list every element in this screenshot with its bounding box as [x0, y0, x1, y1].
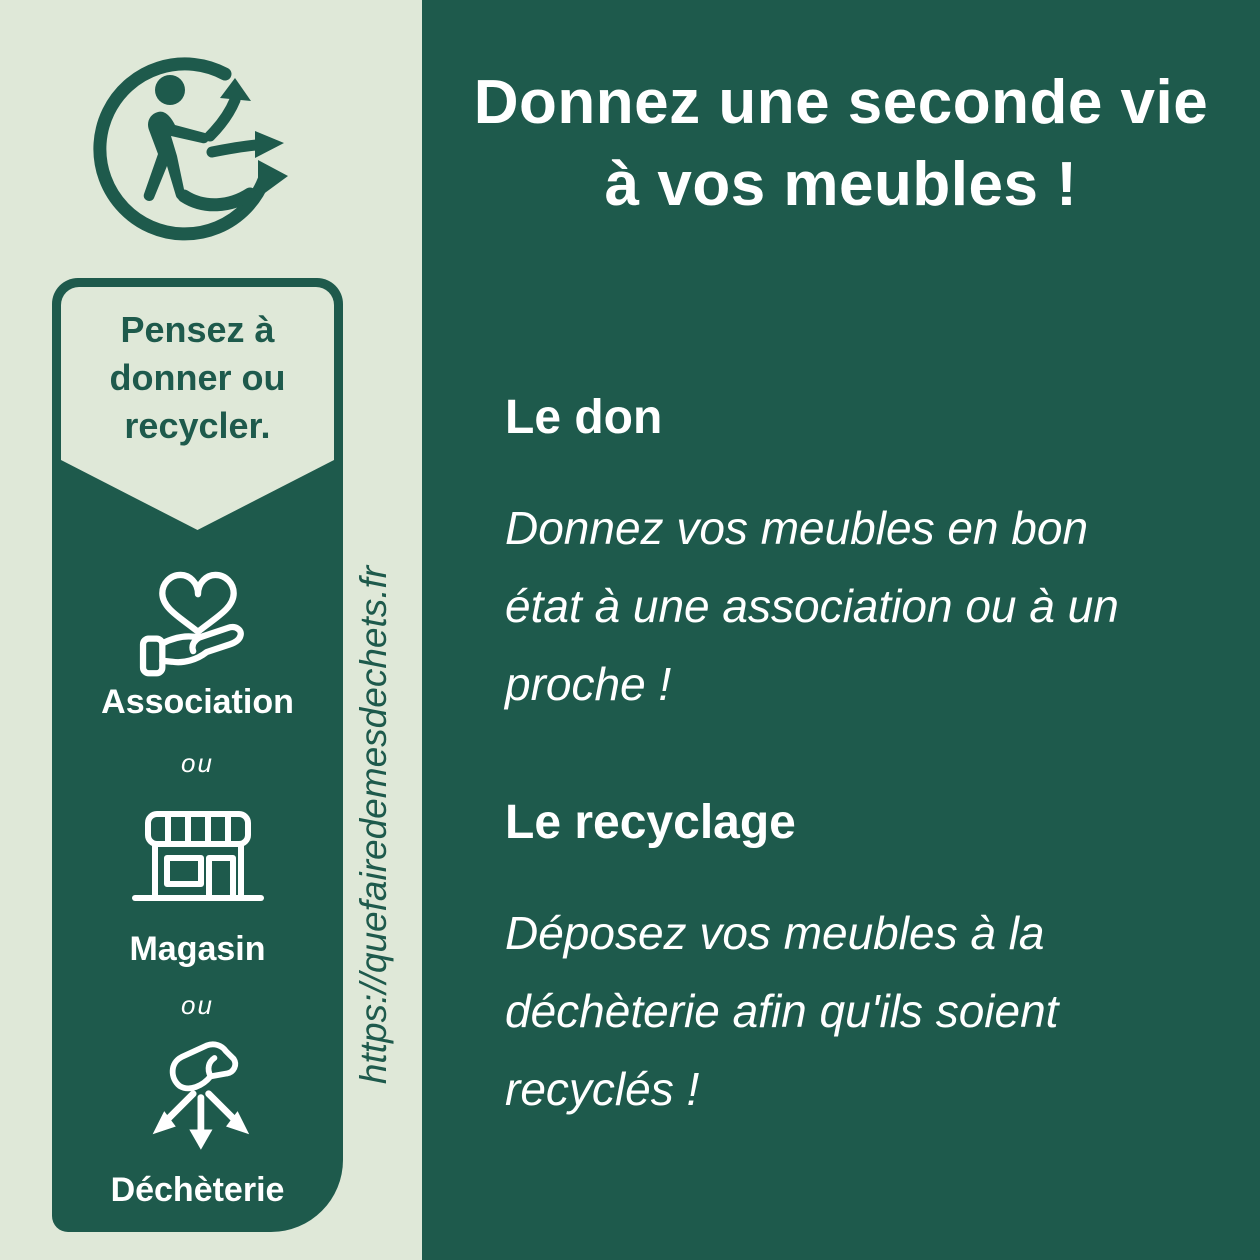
waste-dropoff-icon: [52, 1030, 343, 1170]
body-line: déchèterie afin qu'ils soient: [505, 985, 1059, 1037]
option-label-association: Association: [101, 683, 294, 721]
section-body: [505, 894, 1225, 1128]
body-line: recyclés !: [505, 1063, 700, 1115]
body-line: Donnez vos meubles en bon: [505, 502, 1089, 554]
donation-options-card: [52, 278, 343, 1232]
option-label-magasin: Magasin: [129, 930, 266, 968]
separator-ou: ou: [181, 748, 214, 778]
main-panel: [422, 0, 1260, 1260]
website-url: https://quefairedemesdechets.fr: [353, 565, 394, 1085]
banner-line: Pensez à: [120, 309, 275, 350]
banner-line: recycler.: [124, 405, 271, 446]
section-le-recyclage: [505, 795, 1225, 1128]
body-line: proche !: [505, 658, 672, 710]
separator-ou: ou: [181, 990, 214, 1020]
section-heading: Le don: [505, 391, 663, 444]
body-line: état à une association ou à un: [505, 580, 1119, 632]
storefront-icon: [52, 806, 343, 916]
section-le-don: [505, 390, 1225, 723]
body-line: Déposez vos meubles à la: [505, 907, 1045, 959]
title-line: Donnez une seconde vie: [473, 68, 1209, 137]
section-heading: Le recyclage: [505, 796, 796, 849]
banner-text: [110, 306, 286, 460]
title-line: à vos meubles !: [604, 150, 1078, 219]
section-body: [505, 489, 1225, 723]
heart-in-hand-icon: [52, 546, 343, 681]
banner-pensez-a-donner: [61, 287, 334, 460]
banner-line: donner ou: [109, 357, 286, 398]
banner-chevron: [61, 460, 334, 530]
page-title: [422, 62, 1260, 226]
triman-recycling-logo: [88, 48, 318, 253]
option-label-dechetterie: Déchèterie: [110, 1171, 285, 1209]
